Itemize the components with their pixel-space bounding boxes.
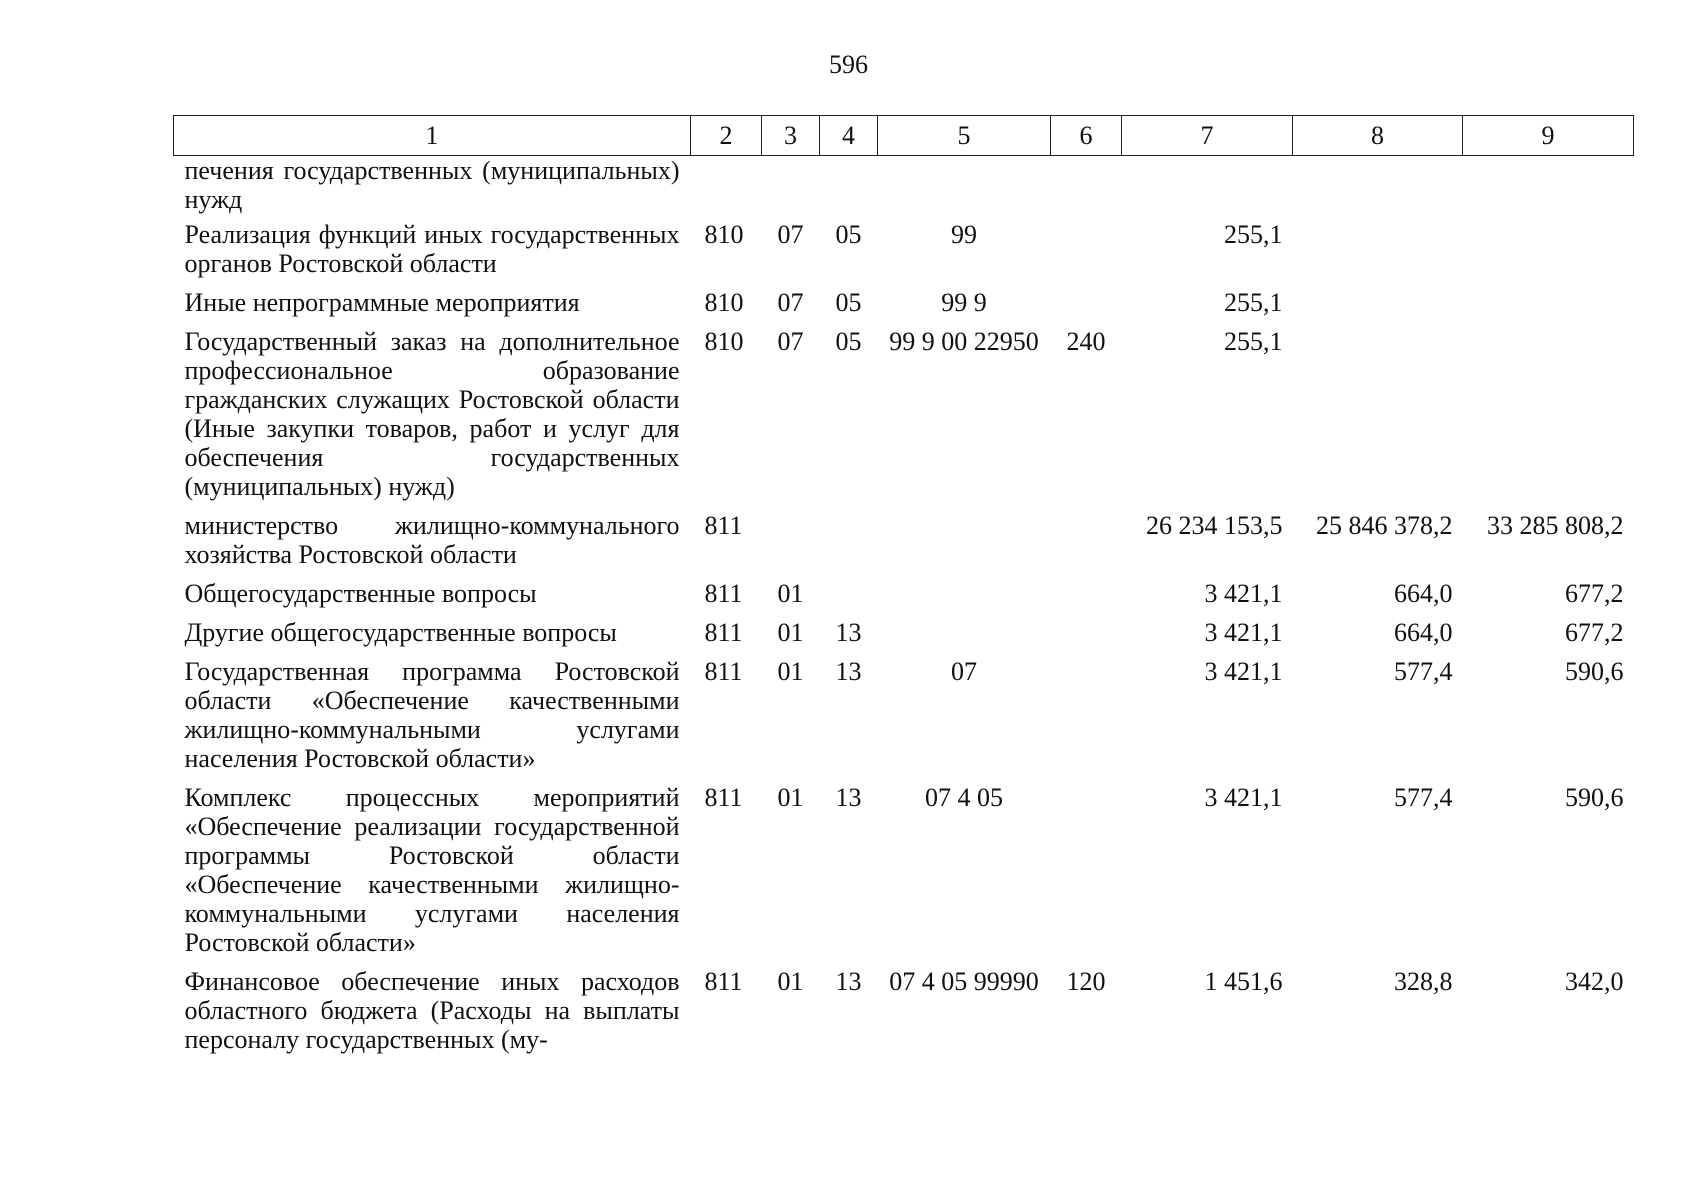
row-name: Иные непрограммные мероприятия (184, 288, 580, 317)
column-header: 5 (878, 116, 1051, 156)
table-header-row (174, 116, 1634, 156)
code-expense-type (1051, 220, 1122, 288)
amount-col7 (1122, 156, 1293, 221)
code-section (762, 156, 820, 221)
code-target (878, 511, 1051, 579)
code-subsection (820, 156, 878, 221)
table-row (174, 967, 1634, 1064)
code-section: 01 (777, 783, 804, 812)
amount-col9 (1463, 327, 1634, 511)
code-target: 99 9 00 22950 (889, 327, 1039, 356)
table-row (174, 657, 1634, 783)
code-target (878, 579, 1051, 618)
amount-col9 (1463, 220, 1634, 288)
code-target: 07 4 05 99990 (889, 967, 1039, 996)
row-name: Государственный заказ на дополнительное профессиональное образование гражданских служащих Ростовской области (Иные закупки товаров, работ и услуг для обеспечения государственных (муниципальных) нужд) (184, 327, 680, 501)
code-ministry: 811 (704, 657, 743, 686)
code-ministry: 811 (704, 511, 743, 540)
row-name: министерство жилищно-коммунального хозяйства Ростовской области (184, 511, 680, 569)
amount-col9: 590,6 (1565, 783, 1624, 812)
amount-col8: 664,0 (1394, 618, 1453, 647)
amount-col7: 255,1 (1224, 327, 1283, 356)
amount-col9: 342,0 (1565, 967, 1624, 996)
code-target: 99 9 (941, 288, 987, 317)
table-row (174, 220, 1634, 288)
code-section: 01 (777, 657, 804, 686)
code-subsection (820, 579, 878, 618)
amount-col7: 3 421,1 (1204, 618, 1283, 647)
amount-col9: 677,2 (1565, 618, 1624, 647)
amount-col8: 577,4 (1394, 657, 1453, 686)
code-subsection: 13 (835, 618, 862, 647)
code-section: 07 (777, 288, 804, 317)
row-name: Финансовое обеспечение иных расходов областного бюджета (Расходы на выплаты персоналу государственных (му- (184, 967, 680, 1054)
column-header: 7 (1122, 116, 1293, 156)
amount-col9: 677,2 (1565, 579, 1624, 608)
code-subsection: 13 (835, 657, 862, 686)
amount-col7: 3 421,1 (1204, 783, 1283, 812)
column-header: 6 (1051, 116, 1122, 156)
amount-col7: 26 234 153,5 (1146, 511, 1283, 540)
code-target (878, 618, 1051, 657)
code-expense-type: 120 (1066, 967, 1106, 996)
amount-col9 (1463, 288, 1634, 327)
code-ministry: 810 (704, 288, 744, 317)
code-section: 07 (777, 327, 804, 356)
code-ministry: 810 (704, 220, 744, 249)
page-number: 596 (829, 50, 868, 79)
row-name: Общегосударственные вопросы (184, 579, 537, 608)
code-expense-type (1051, 156, 1122, 221)
amount-col9: 33 285 808,2 (1487, 511, 1624, 540)
amount-col8: 664,0 (1394, 579, 1453, 608)
code-target: 99 (951, 220, 977, 249)
table-row (174, 783, 1634, 967)
table-row (174, 288, 1634, 327)
amount-col7: 3 421,1 (1204, 657, 1283, 686)
row-name: Реализация функций иных государственных органов Ростовской области (184, 220, 680, 278)
amount-col8: 577,4 (1394, 783, 1453, 812)
code-ministry: 811 (704, 579, 743, 608)
row-name: Другие общегосударственные вопросы (184, 618, 617, 647)
code-expense-type (1051, 783, 1122, 967)
amount-col7: 3 421,1 (1204, 579, 1283, 608)
amount-col7: 255,1 (1224, 220, 1283, 249)
code-expense-type (1051, 618, 1122, 657)
row-name: печения государственных (муниципальных) нужд (184, 156, 680, 214)
code-subsection: 05 (835, 327, 862, 356)
table-row (174, 579, 1634, 618)
amount-col8: 25 846 378,2 (1316, 511, 1453, 540)
code-section (762, 511, 820, 579)
code-ministry (691, 156, 762, 221)
code-ministry: 811 (704, 618, 743, 647)
budget-table (173, 115, 1634, 1064)
amount-col7: 255,1 (1224, 288, 1283, 317)
amount-col8 (1293, 288, 1463, 327)
code-subsection: 05 (835, 220, 862, 249)
code-subsection: 13 (835, 967, 862, 996)
column-header: 9 (1463, 116, 1634, 156)
column-header: 4 (820, 116, 878, 156)
code-expense-type (1051, 579, 1122, 618)
code-subsection: 13 (835, 783, 862, 812)
amount-col8 (1293, 327, 1463, 511)
amount-col8: 328,8 (1394, 967, 1453, 996)
amount-col8 (1293, 220, 1463, 288)
code-expense-type: 240 (1066, 327, 1106, 356)
row-name: Комплекс процессных мероприятий «Обеспечение реализации государственной программы Ростовской области «Обеспечение качественными жилищно-коммунальными услугами населения Ростовской области» (184, 783, 680, 957)
table-row (174, 618, 1634, 657)
code-section: 01 (777, 579, 804, 608)
table-row (174, 327, 1634, 511)
code-ministry: 810 (704, 327, 744, 356)
code-target: 07 4 05 (925, 783, 1003, 812)
amount-col9 (1463, 156, 1634, 221)
amount-col9: 590,6 (1565, 657, 1624, 686)
row-name: Государственная программа Ростовской области «Обеспечение качественными жилищно-коммунальными услугами населения Ростовской области» (184, 657, 680, 773)
table-row (174, 156, 1634, 221)
code-target (878, 156, 1051, 221)
code-subsection (820, 511, 878, 579)
amount-col7: 1 451,6 (1204, 967, 1283, 996)
amount-col8 (1293, 156, 1463, 221)
code-expense-type (1051, 511, 1122, 579)
code-section: 01 (777, 618, 804, 647)
code-ministry: 811 (704, 783, 743, 812)
code-expense-type (1051, 657, 1122, 783)
column-header: 1 (174, 116, 691, 156)
code-target: 07 (951, 657, 977, 686)
code-subsection: 05 (835, 288, 862, 317)
column-header: 8 (1293, 116, 1463, 156)
code-expense-type (1051, 288, 1122, 327)
code-section: 07 (777, 220, 804, 249)
column-header: 2 (691, 116, 762, 156)
table-row (174, 511, 1634, 579)
column-header: 3 (762, 116, 820, 156)
code-ministry: 811 (704, 967, 743, 996)
code-section: 01 (777, 967, 804, 996)
